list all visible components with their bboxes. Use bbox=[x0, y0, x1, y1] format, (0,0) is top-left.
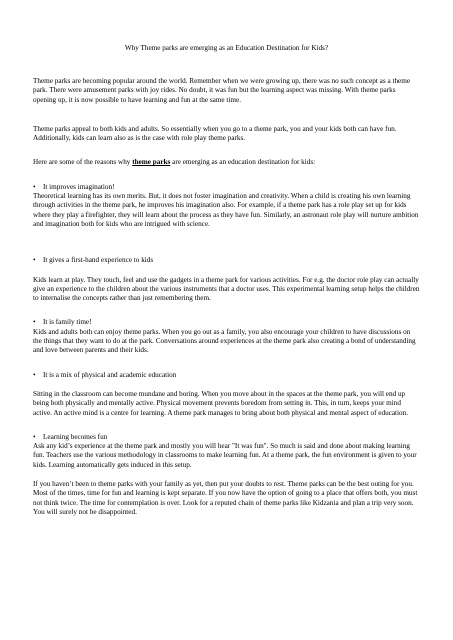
bullet-icon: • bbox=[33, 318, 36, 327]
intro-paragraph: Theme parks are becoming popular around the world. Remember when we were growing up, there was no such concept as a theme park. There were amusement parks with joy rides. No doubt, it was fun but the learning aspect was missing. With theme parks opening up, it is now possible to have learning and fun at the same time. bbox=[33, 77, 411, 104]
section-heading-family-time: • It is family time! bbox=[33, 318, 92, 327]
section-heading-first-hand: • It gives a first-hand experience to kids bbox=[33, 256, 154, 265]
theme-parks-keyword: theme parks bbox=[132, 158, 171, 167]
closing-paragraph: If you haven’t been to theme parks with your family as yet, then put your doubts to rest. Theme parks can be the best outing for you. Most of the times, time for fun and learning is kept separate. If you now have the option of going to a place that offers both, you must not think twice. The time for contemplation is over. Look for a reputed chain of theme parks like Kidzania and plan a trip very soon. You will surely not be disappointed. bbox=[33, 480, 418, 516]
section-body-imagination: Theoretical learning has its own merits. But, it does not foster imagination and creativity. When a child is creating his own learning through activities in the theme park, he improves his imagination also. For example, if a theme park has a role play set up for kids where they play a firefighter, they will learn about the process as they have fun. Similarly, an astronaut role play will nurture ambition and imagination both for kids who are intrigued with science. bbox=[33, 192, 419, 228]
bullet-icon: • bbox=[33, 370, 36, 379]
section-heading-physical-academic: • It is a mix of physical and academic education bbox=[33, 370, 177, 379]
reasons-paragraph bbox=[33, 158, 420, 167]
reasons-text-post: are emerging as an education destination for kids: bbox=[170, 158, 316, 167]
section-heading-learning-fun: • Learning becomes fun bbox=[33, 432, 108, 441]
section-heading-imagination: • It improves imagination! bbox=[33, 182, 115, 191]
section-body-family-time: Kids and adults both can enjoy theme parks. When you go out as a family, you also encourage your children to have discussions on the things that they want to do at the park. Conversations around experiences at the theme park also creating a bond of understanding and love between parents and their kids. bbox=[33, 327, 416, 355]
section-body-first-hand: Kids learn at play. They touch, feel and use the gadgets in a theme park for various activities. For e.g. the doctor role play can actually give an experience to the children about the various instruments that a doctor uses. This experimental learning setup helps the children to internalise the concepts rather than just remembering them. bbox=[33, 275, 420, 303]
document-title: Why Theme parks are emerging as an Education Destination for Kids? bbox=[124, 44, 329, 52]
bullet-icon: • bbox=[33, 182, 36, 191]
section-body-physical-academic: Sitting in the classroom can become mundane and boring. When you move about in the spaces at the theme park, you will end up being both physically and mentally active. Physical movement prevents boredom from setting in. This, in turn, keeps your mind active. An active mind is a centre for learning. A theme park manages to bring about both physical and mental aspect of education. bbox=[33, 389, 409, 417]
appeal-paragraph: Theme parks appeal to both kids and adults. So essentially when you go to a theme park, you and your kids both can have fun. Additionally, kids can learn also as is the case with role play theme parks. bbox=[33, 124, 397, 143]
reasons-text-pre: Here are some of the reasons why bbox=[33, 158, 133, 167]
section-body-learning-fun: Ask any kid’s experience at the theme park and mostly you will hear "It was fun". So much is said and done about making learning fun. Teachers use the various methodology in classrooms to make learning fun. At a theme park, the fun environment is given to your kids. Learning automatically gets induced in this setup. bbox=[33, 442, 417, 469]
bullet-icon: • bbox=[33, 432, 36, 441]
bullet-icon: • bbox=[33, 256, 36, 265]
